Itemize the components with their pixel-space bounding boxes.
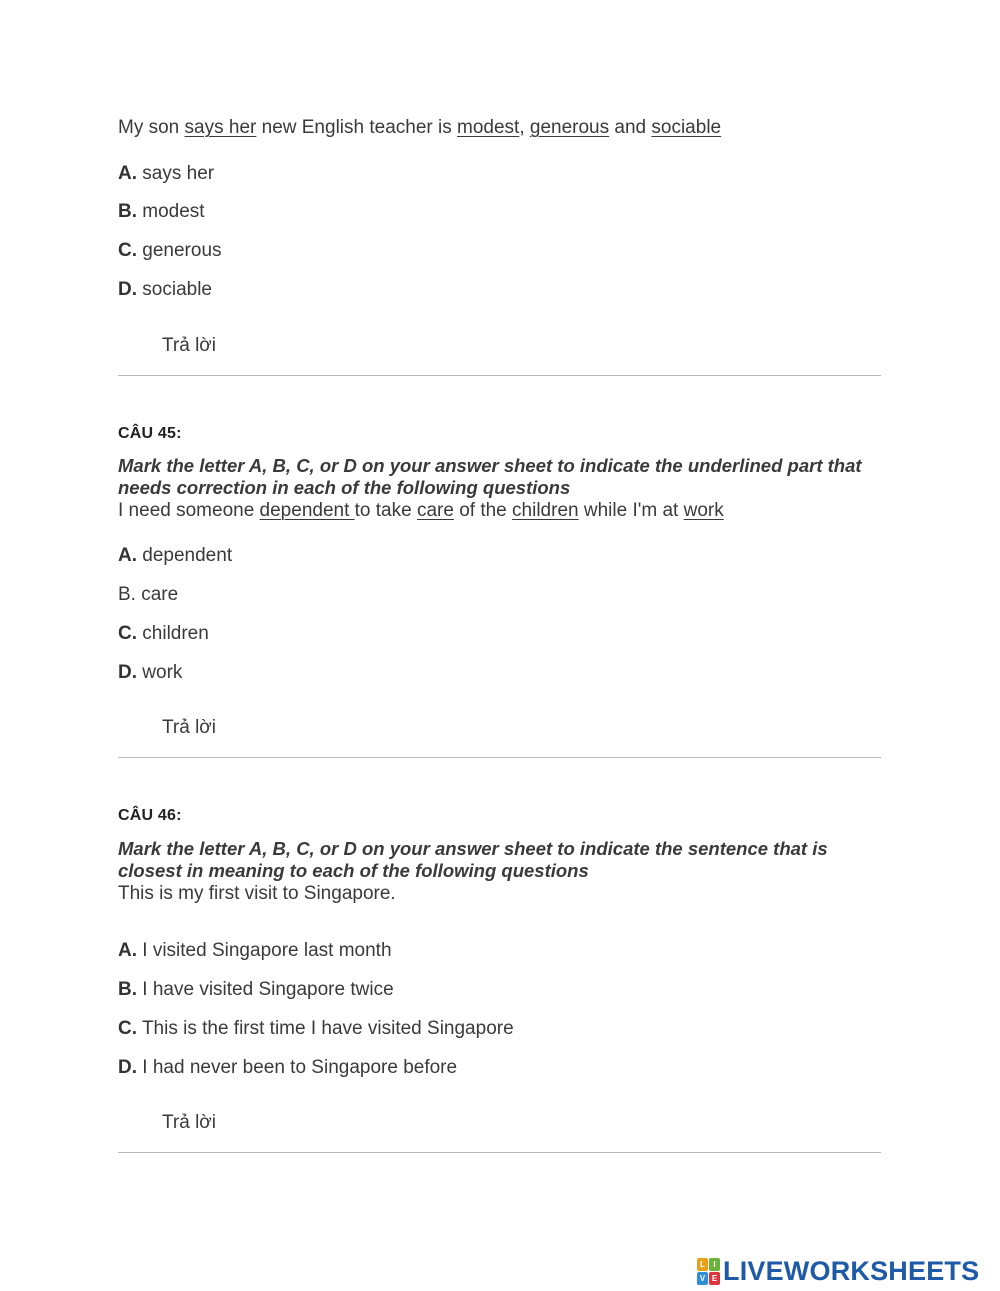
q45-option-b[interactable] (118, 584, 178, 606)
q46-option-c[interactable] (118, 1018, 514, 1040)
option-letter: A. (118, 163, 137, 184)
logo-tile: E (709, 1272, 720, 1285)
divider (118, 757, 881, 758)
q45-underlined-part-c: children (512, 500, 579, 521)
q46-option-d[interactable] (118, 1057, 457, 1079)
option-letter: C. (118, 1018, 137, 1039)
q46-sentence: This is my first visit to Singapore. (118, 883, 396, 904)
q44-answer-button[interactable]: Trả lời (162, 335, 216, 356)
q45-underlined-part-d: work (683, 500, 724, 521)
q46-instruction: Mark the letter A, B, C, or D on your answer sheet to indicate the sentence that is closest in meaning to each of the following questions (118, 838, 828, 881)
option-text: modest (142, 201, 205, 222)
option-letter: A. (118, 545, 137, 566)
q45-sentence-text: I need someone (118, 500, 260, 521)
option-letter: B. (118, 979, 137, 1000)
q45-sentence-text: to take (354, 500, 417, 521)
logo-mark-icon (697, 1258, 720, 1285)
option-letter: D. (118, 1057, 137, 1078)
q45-option-d[interactable] (118, 662, 182, 684)
option-letter: B. (118, 201, 137, 222)
q46-number: CÂU 46: (118, 807, 182, 824)
q44-option-a[interactable] (118, 163, 214, 185)
q44-underlined-part-d: sociable (651, 117, 722, 138)
option-text: says her (142, 163, 215, 184)
q45-number: CÂU 45: (118, 425, 182, 442)
q45-sentence-text: of the (453, 500, 513, 521)
q44-option-b[interactable] (118, 201, 205, 223)
q46-option-b[interactable] (118, 979, 394, 1001)
option-letter: C. (118, 623, 137, 644)
option-text: children (142, 623, 209, 644)
option-letter: D. (118, 662, 137, 683)
q46-option-a[interactable] (118, 940, 392, 962)
divider (118, 375, 881, 376)
option-text: sociable (142, 279, 212, 300)
option-text: I visited Singapore last month (142, 940, 392, 961)
q45-sentence-text: while I'm at (578, 500, 684, 521)
logo-tile: I (709, 1258, 720, 1271)
logo-tile: L (697, 1258, 708, 1271)
option-text: This is the first time I have visited Singapore (141, 1018, 514, 1039)
option-text: I had never been to Singapore before (142, 1057, 458, 1078)
q45-sentence (118, 500, 724, 522)
option-text: dependent (142, 545, 233, 566)
q44-sentence-text: My son (118, 117, 185, 138)
logo-tile: V (697, 1272, 708, 1285)
divider (118, 1152, 881, 1153)
option-letter: D. (118, 279, 137, 300)
q44-option-c[interactable] (118, 240, 222, 262)
q45-option-c[interactable] (118, 623, 209, 645)
logo-text: LIVEWORKSHEETS (723, 1255, 980, 1286)
option-text: I have visited Singapore twice (142, 979, 394, 1000)
option-text: care (141, 584, 179, 605)
q46-answer-button[interactable]: Trả lời (162, 1112, 216, 1133)
q44-underlined-part-c: generous (529, 117, 610, 138)
option-text: generous (142, 240, 222, 261)
option-letter: A. (118, 940, 137, 961)
q44-sentence (118, 117, 721, 139)
q44-option-d[interactable] (118, 279, 212, 301)
q45-option-a[interactable] (118, 545, 232, 567)
option-letter: B. (118, 584, 136, 605)
q44-underlined-part-a: says her (184, 117, 257, 138)
q45-underlined-part-a: dependent (259, 500, 355, 521)
q45-answer-button[interactable]: Trả lời (162, 717, 216, 738)
q44-underlined-part-b: modest (457, 117, 520, 138)
option-letter: C. (118, 240, 137, 261)
liveworksheets-logo (697, 1256, 979, 1286)
q45-underlined-part-b: care (416, 500, 454, 521)
q45-instruction: Mark the letter A, B, C, or D on your answer sheet to indicate the underlined part that needs correction in each of the following questions (118, 455, 862, 498)
q44-sentence-text: new English teacher is (256, 117, 458, 138)
q44-sentence-text: and (609, 117, 652, 138)
option-text: work (142, 662, 183, 683)
q44-sentence-text: , (519, 117, 530, 138)
